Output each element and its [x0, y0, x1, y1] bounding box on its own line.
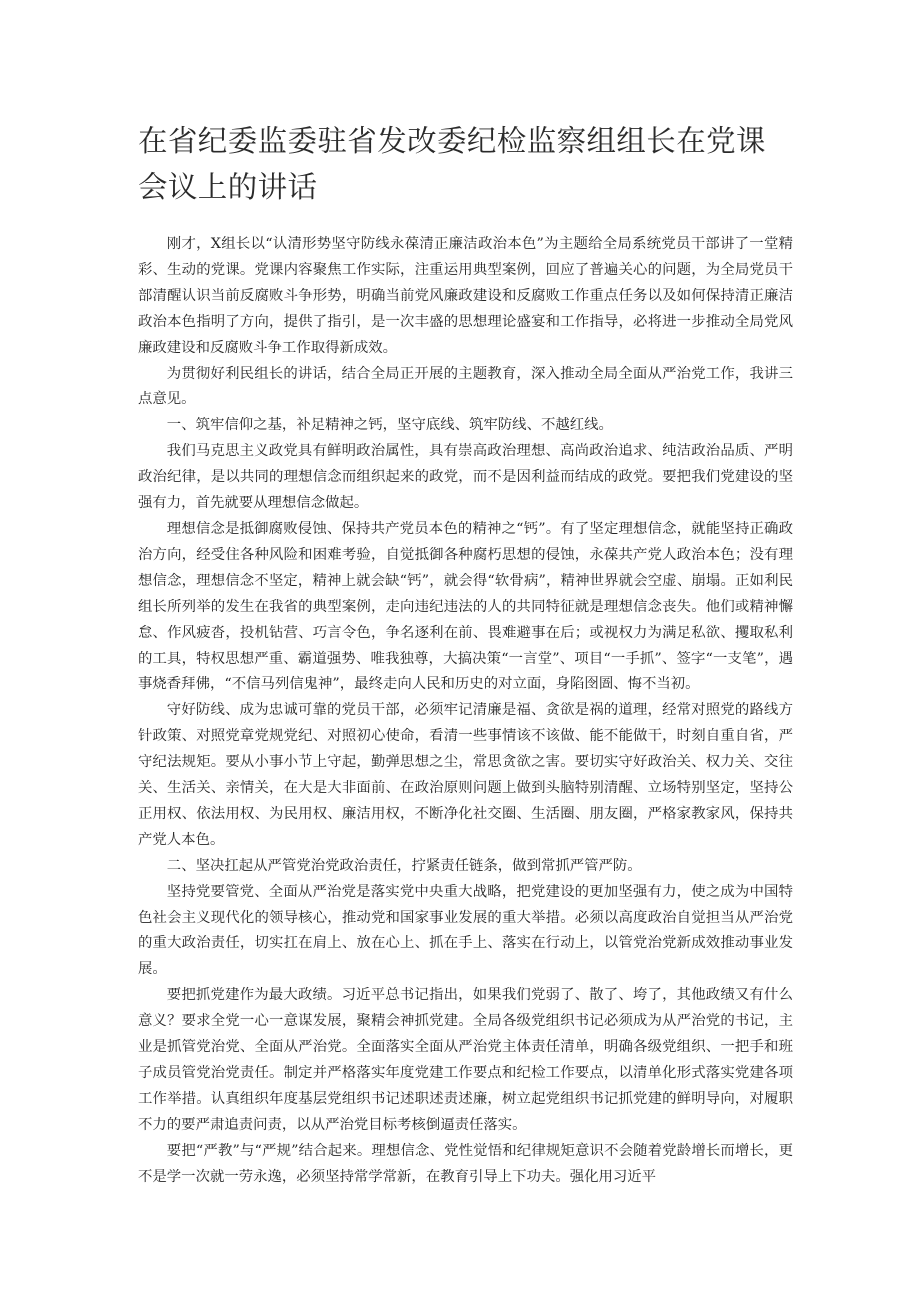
paragraph: 坚持党要管党、全面从严治党是落实党中央重大战略，把党建设的更加坚强有力，使之成为中国特色社会主义现代化的领导核心，推动党和国家事业发展的重大举措。必须以高度政治自觉担当从严治党的重大政治责任，切实扛在肩上、放在心上、抓在手上、落实在行动上，以管党治党新成效推动事业发展。 [138, 883, 793, 978]
paragraph: 为贯彻好利民组长的讲话，结合全局正开展的主题教育，深入推动全局全面从严治党工作，我讲三点意见。 [138, 365, 793, 408]
document-body [138, 232, 793, 1191]
paragraph: 守好防线、成为忠诚可靠的党员干部，必须牢记清廉是福、贪欲是祸的道理，经常对照党的路线方针政策、对照党章党规党纪、对照初心使命，看清一些事情该不该做、能不能做干，时刻自重自省，严守纪法规矩。要从小事小节上守起，勤弹思想之尘，常思贪欲之害。要切实守好政治关、权力关、交往关、生活关、亲情关，在大是大非面前、在政治原则问题上做到头脑特别清醒、立场特别坚定，坚持公正用权、依法用权、为民用权、廉洁用权，不断净化社交圈、生活圈、朋友圈，严格家教家风，保持共产党人本色。 [138, 702, 793, 848]
paragraph: 要把抓党建作为最大政绩。习近平总书记指出，如果我们党弱了、散了、垮了，其他政绩又有什么意义？要求全党一心一意谋发展，聚精会神抓党建。全局各级党组织书记必须成为从严治党的书记，主业是抓管党治党、全面从严治党。全面落实全面从严治党主体责任清单，明确各级党组织、一把手和班子成员管党治党责任。制定并严格落实年度党建工作要点和纪检工作要点，以清单化形式落实党建各项工作举措。认真组织年度基层党组织书记述职述责述廉，树立起党组织书记抓党建的鲜明导向，对履职不力的要严肃追责问责，以从严治党目标考核倒逼责任落实。 [138, 987, 793, 1133]
paragraph: 我们马克思主义政党具有鲜明政治属性，具有崇高政治理想、高尚政治追求、纯洁政治品质、严明政治纪律，是以共同的理想信念而组织起来的政党，而不是因利益而结成的政党。要把我们党建设的坚强有力，首先就要从理想信念做起。 [138, 443, 793, 512]
paragraph: 要把“严教”与“严规”结合起来。理想信念、党性觉悟和纪律规矩意识不会随着党龄增长而增长，更不是学一次就一劳永逸，必须坚持常学常新，在教育引导上下功夫。强化用习近平 [138, 1142, 793, 1185]
section-heading: 一、筑牢信仰之基，补足精神之钙，坚守底线、筑牢防线、不越红线。 [166, 417, 613, 434]
document-title: 在省纪委监委驻省发改委纪检监察组组长在党课会议上的讲话 [138, 124, 766, 204]
document-page [138, 118, 793, 1191]
paragraph: 刚才，X组长以“认清形势坚守防线永葆清正廉洁政治本色”为主题给全局系统党员干部讲了一堂精彩、生动的党课。党课内容聚焦工作实际，注重运用典型案例，回应了普遍关心的问题，为全局党员干部清醒认识当前反腐败斗争形势，明确当前党风廉政建设和反腐败工作重点任务以及如何保持清正廉洁政治本色指明了方向，提供了指引，是一次丰盛的思想理论盛宴和工作指导，必将进一步推动全局党风廉政建设和反腐败斗争工作取得新成效。 [138, 236, 793, 356]
section-heading: 二、坚决扛起从严管党治党政治责任，拧紧责任链条，做到常抓严管严防。 [166, 857, 642, 874]
paragraph: 理想信念是抵御腐败侵蚀、保持共产党员本色的精神之“钙”。有了坚定理想信念，就能坚持正确政治方向，经受住各种风险和困难考验，自觉抵御各种腐朽思想的侵蚀，永葆共产党人政治本色；没有理想信念，理想信念不坚定，精神上就会缺“钙”，就会得“软骨病”，精神世界就会空虚、崩塌。正如利民组长所列举的发生在我省的典型案例，走向违纪违法的人的共同特征就是理想信念丧失。他们或精神懈怠、作风疲沓，投机钻营、巧言令色，争名逐利在前、畏难避事在后；或视权力为满足私欲、攫取私利的工具，特权思想严重、霸道强势、唯我独尊，大搞决策“一言堂”、项目“一手抓”、签字“一支笔”，遇事烧香拜佛，“不信马列信鬼神”，最终走向人民和历史的对立面，身陷囹圄、悔不当初。 [138, 520, 793, 693]
